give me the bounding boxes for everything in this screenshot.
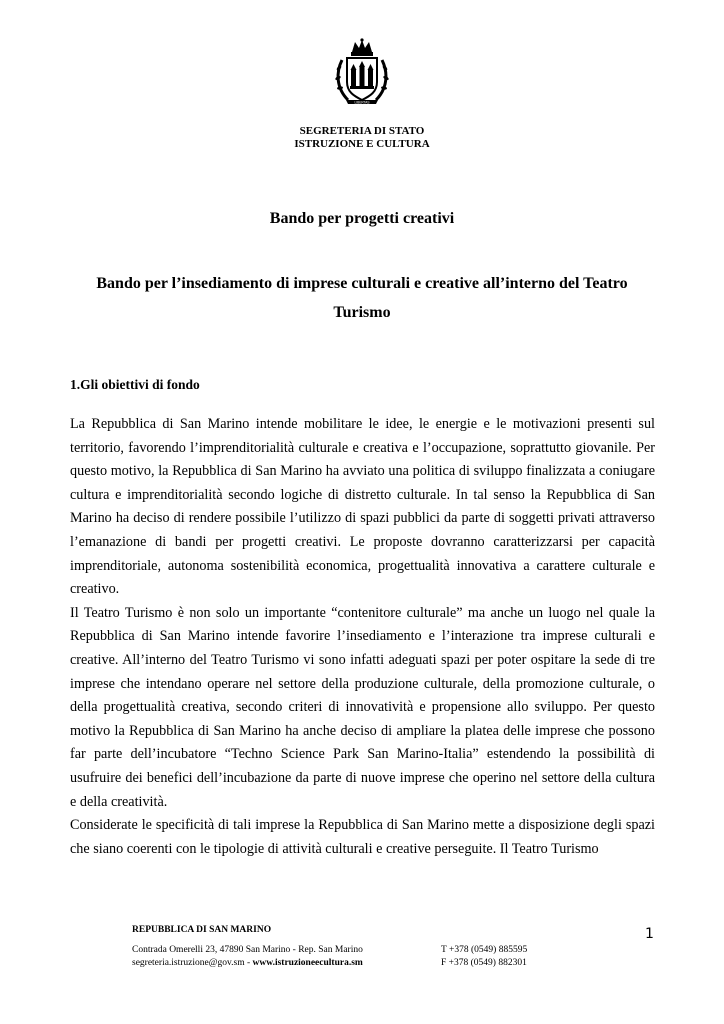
san-marino-coat-of-arms-icon	[330, 38, 394, 110]
svg-text:LIBERTAS: LIBERTAS	[354, 100, 370, 105]
footer-fax: F +378 (0549) 882301	[441, 958, 527, 968]
body-text	[70, 413, 655, 861]
office-name-line1: SEGRETERIA DI STATO	[299, 125, 425, 137]
footer-address: Contrada Omerelli 23, 47890 San Marino - Rep. San Marino	[132, 945, 363, 955]
document-title: Bando per progetti creativi	[269, 210, 455, 227]
footer-website[interactable]: www.istruzioneecultura.sm	[252, 958, 363, 968]
document-subtitle: Bando per l’insediamento di imprese culturali e creative all’interno del Teatro Turismo	[96, 275, 628, 321]
footer-phone: T +378 (0549) 885595	[441, 945, 528, 955]
paragraph: Considerate le specificità di tali imprese la Repubblica di San Marino mette a disposizione degli spazi che siano coerenti con le tipologie di attività culturali e creative perseguite. Il Teatro Turismo	[70, 817, 655, 857]
paragraph: La Repubblica di San Marino intende mobilitare le idee, le energie e le motivazioni presenti sul territorio, favorendo l’imprenditorialità culturale e creativa e l’occupazione, soprattutto giovanile. Per questo motivo, la Repubblica di San Marino ha avviato una politica di sviluppo finalizzata a coniugare cultura e imprenditorialità secondo logiche di distretto culturale. In tal senso la Repubblica di San Marino ha deciso di rendere possibile l’utilizzo di spazi pubblici da parte di soggetti privati attraverso l’emanazione di bandi per progetti creativi. Le proposte dovranno caratterizzarsi per capacità imprenditoriale, autonoma sostenibilità economica, progettualità innovativa a carattere culturale e creativo.	[70, 416, 655, 598]
paragraph: Il Teatro Turismo è non solo un importante “contenitore culturale” ma anche un luogo nel quale la Repubblica di San Marino intende favorire l’insediamento e l’interazione tra imprese culturali e creative. All’interno del Teatro Turismo vi sono infatti adeguati spazi per poter ospitare la sede di tre imprese che intendano operare nel settore della produzione culturale, della promozione culturale, o della progettualità creativa, secondo criteri di innovatività e propensione allo sviluppo. Per questo motivo la Repubblica di San Marino ha anche deciso di ampliare la platea delle imprese che possono far parte dell’incubatore “Techno Science Park San Marino-Italia” estendendo la possibilità di usufruire dei benefici dell’incubazione da parte di nuove imprese che operino nel settore della cultura e della creatività.	[70, 604, 655, 810]
footer-email[interactable]: segreteria.istruzione@gov.sm -	[132, 958, 253, 968]
section-heading: 1.Gli obiettivi di fondo	[70, 377, 200, 392]
office-name-line2: ISTRUZIONE E CULTURA	[294, 138, 430, 150]
footer-organization: REPUBBLICA DI SAN MARINO	[132, 925, 272, 935]
page-number: 1	[645, 926, 654, 942]
footer-contact	[132, 958, 363, 968]
